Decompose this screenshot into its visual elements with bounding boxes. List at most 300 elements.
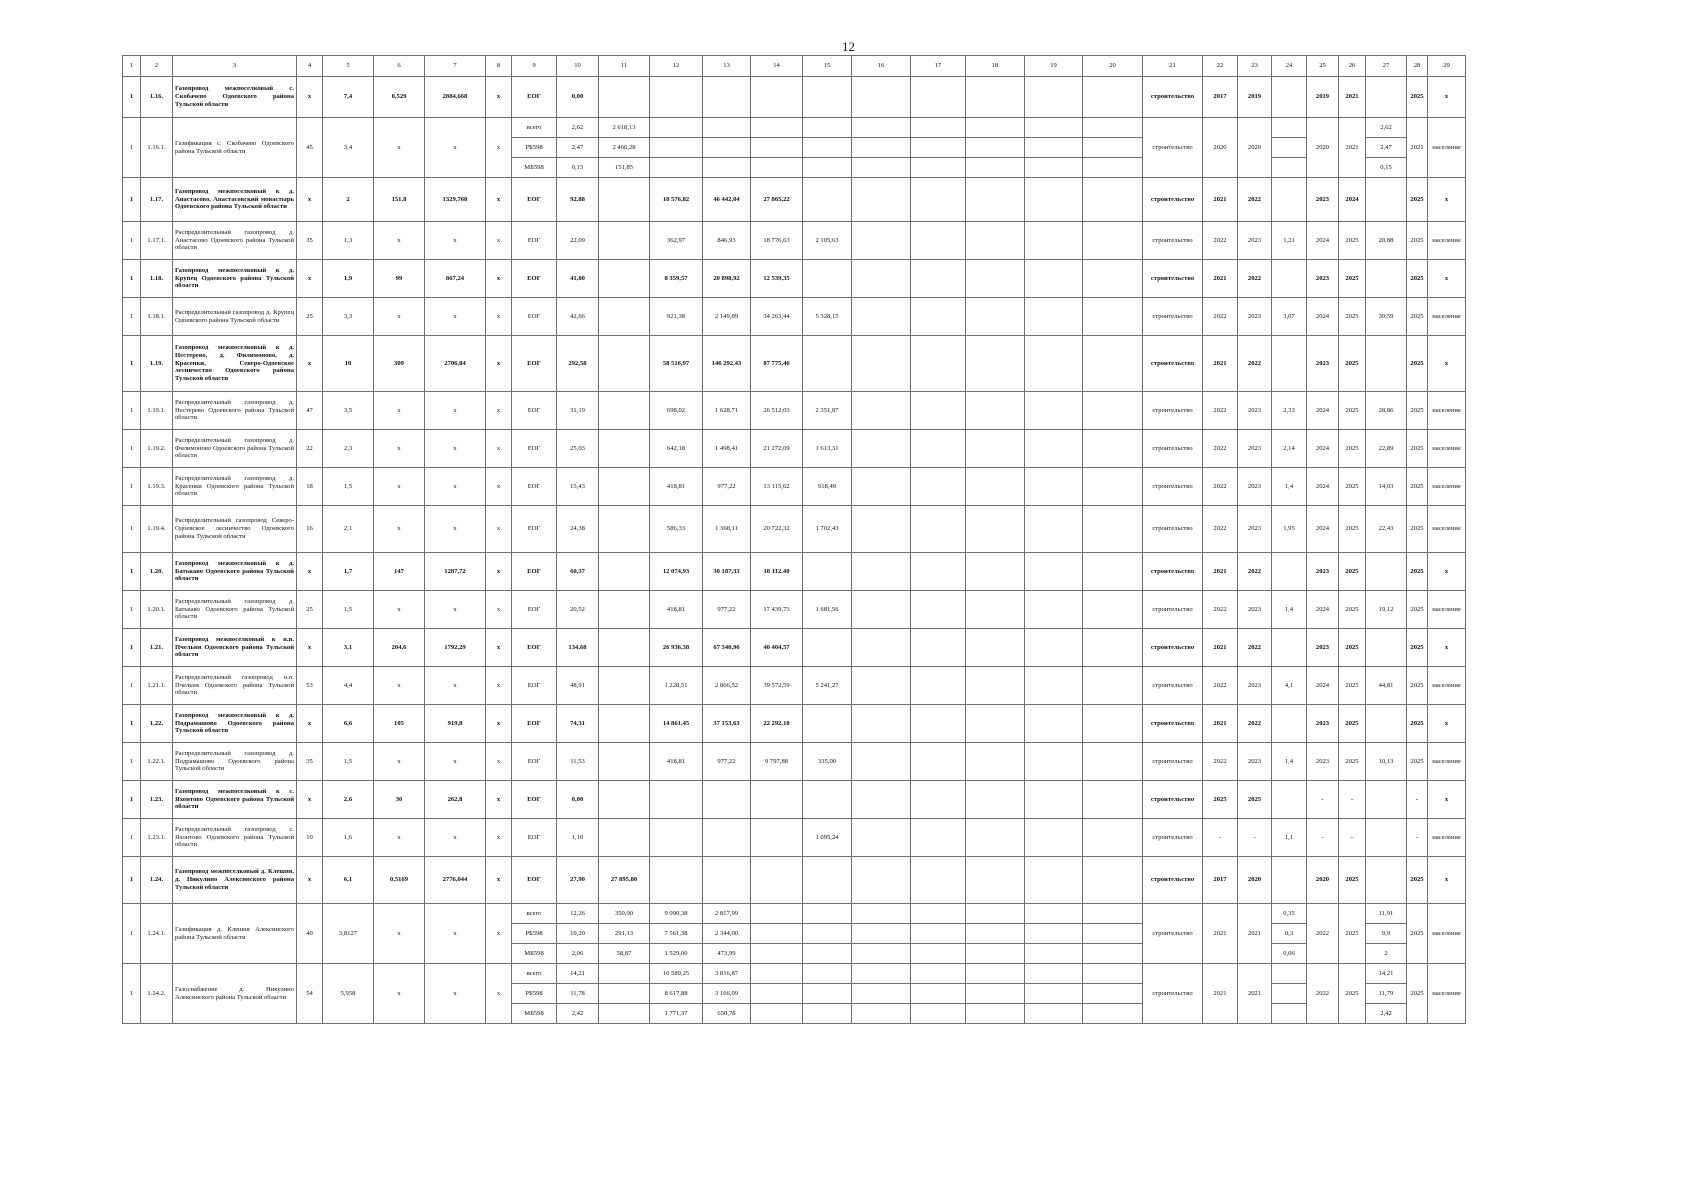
table-cell [852,667,911,705]
table-cell [1083,468,1143,506]
table-cell: х [1428,77,1466,118]
object-name-cell: Газопровод межпоселковый к д. Нестерево, д. Филимоново, д. Красенки, Северо-Одоевское лесничество Одоевского района Тульской области [173,336,297,392]
table-cell: 1,95 [1272,506,1307,553]
table-cell: всего [512,964,557,984]
table-cell: 2024 [1307,392,1339,430]
table-cell: х [486,222,512,260]
table-cell: 2024 [1339,178,1366,222]
column-number: 8 [486,56,512,77]
table-cell: 54 [297,964,323,1024]
column-number: 21 [1143,56,1203,77]
table-cell: 1.19.2. [141,430,173,468]
table-cell: 92,88 [557,178,599,222]
table-cell [751,984,803,1004]
object-name-cell: Газификация с. Скобачево Одоевского района Тульской области [173,118,297,178]
table-cell: х [297,857,323,904]
table-cell: - [1203,819,1238,857]
table-cell [852,178,911,222]
table-cell: - [1339,781,1366,819]
table-cell: 34 263,44 [751,298,803,336]
table-cell: 2025 [1339,553,1366,591]
table-cell: х [1428,781,1466,819]
table-cell: 1 095,24 [803,819,852,857]
object-name-cell: Газопровод межпоселковый к д. Крупец Одоевского района Тульской области [173,260,297,298]
table-cell: население [1428,118,1466,178]
table-cell: строительство [1143,857,1203,904]
table-cell: 44,81 [1366,667,1407,705]
table-cell: 2,33 [1272,392,1307,430]
table-cell: х [374,298,425,336]
column-number: 11 [599,56,650,77]
table-cell: 2023 [1238,591,1272,629]
table-cell: 2021 [1203,178,1238,222]
table-cell: 1.22. [141,705,173,743]
table-cell [1083,430,1143,468]
table-cell [1083,629,1143,667]
table-cell [911,944,966,964]
table-cell: 2021 [1203,336,1238,392]
table-cell [1025,138,1083,158]
table-cell: 22 [297,430,323,468]
table-cell: 1 498,41 [703,430,751,468]
table-cell [803,260,852,298]
table-cell: 1.16. [141,77,173,118]
table-cell: 1.23.1. [141,819,173,857]
table-row [123,178,1466,222]
table-cell: 2021 [1407,118,1428,178]
table-cell [911,138,966,158]
column-number: 12 [650,56,703,77]
table-cell: 8 359,57 [650,260,703,298]
table-cell: 2025 [1407,298,1428,336]
table-cell: 41,80 [557,260,599,298]
table-cell: строительство [1143,705,1203,743]
table-cell: 18 [297,468,323,506]
table-cell [911,924,966,944]
column-number: 1 [123,56,141,77]
table-cell: 2 [323,178,374,222]
table-cell [911,77,966,118]
object-name-cell: Газоснабжение д. Никулино Алексинского района Тульской области [173,964,297,1024]
column-number: 24 [1272,56,1307,77]
table-cell [852,1004,911,1024]
table-cell: 2022 [1203,468,1238,506]
table-cell: 1.21. [141,629,173,667]
table-cell [599,468,650,506]
table-cell: 35 [297,743,323,781]
table-cell: 2020 [1238,118,1272,178]
table-cell: 39 572,59 [751,667,803,705]
table-cell: строительство [1143,591,1203,629]
table-cell: 1,4 [1272,591,1307,629]
table-cell: 16 [297,506,323,553]
table-cell [803,964,852,984]
table-cell: 1 [123,781,141,819]
table-cell [852,984,911,1004]
table-cell: строительство [1143,118,1203,178]
table-cell [852,392,911,430]
table-cell: х [297,553,323,591]
table-cell [1272,178,1307,222]
table-cell: х [486,591,512,629]
table-cell: 2022 [1203,222,1238,260]
table-cell: 1.20. [141,553,173,591]
table-cell [751,1004,803,1024]
table-cell: 1 681,56 [803,591,852,629]
table-cell [911,260,966,298]
table-cell: 9 797,88 [751,743,803,781]
table-cell [803,924,852,944]
table-cell: х [297,178,323,222]
table-cell: 2,6 [323,781,374,819]
table-cell [751,138,803,158]
table-cell [966,629,1025,667]
table-cell: 22,89 [1366,430,1407,468]
table-cell: МБ598 [512,1004,557,1024]
table-cell [599,392,650,430]
table-cell [599,430,650,468]
table-cell: 204,6 [374,629,425,667]
table-cell: 3,4 [323,118,374,178]
table-cell [1083,667,1143,705]
table-cell: х [425,118,486,178]
table-cell [1025,629,1083,667]
table-cell: 20 898,92 [703,260,751,298]
table-cell: 24,38 [557,506,599,553]
table-cell: 2 817,99 [703,904,751,924]
table-cell [1272,138,1307,158]
table-cell: 2 344,00 [703,924,751,944]
table-cell [803,336,852,392]
header-row [123,56,1466,77]
table-cell [1025,158,1083,178]
table-cell [966,667,1025,705]
table-cell [599,77,650,118]
table-cell: 7 561,38 [650,924,703,944]
table-cell [1025,392,1083,430]
table-row [123,336,1466,392]
column-number: 10 [557,56,599,77]
table-cell: 2,14 [1272,430,1307,468]
table-cell: х [425,667,486,705]
table-cell: 13 115,62 [751,468,803,506]
table-cell: 2025 [1407,222,1428,260]
table-cell: х [486,77,512,118]
table-cell: 12 074,93 [650,553,703,591]
table-cell: 2024 [1307,222,1339,260]
table-cell: всего [512,904,557,924]
table-cell: 4,4 [323,667,374,705]
table-cell [1083,1004,1143,1024]
table-cell [966,468,1025,506]
table-cell [852,468,911,506]
table-cell: х [486,705,512,743]
table-cell: население [1428,222,1466,260]
table-cell [966,904,1025,924]
table-cell: 2025 [1339,506,1366,553]
table-cell: строительство [1143,667,1203,705]
table-cell: 2025 [1339,222,1366,260]
table-cell: 1.20.1. [141,591,173,629]
table-cell: 1,5 [323,743,374,781]
table-cell: 2,42 [1366,1004,1407,1024]
table-cell: 12 539,35 [751,260,803,298]
table-cell [1025,178,1083,222]
table-cell [1083,178,1143,222]
table-cell: 1 [123,553,141,591]
table-cell: 1.24.2. [141,964,173,1024]
table-cell [852,430,911,468]
table-cell: ЕОГ [512,178,557,222]
column-number: 29 [1428,56,1466,77]
table-cell: 4,1 [1272,667,1307,705]
table-cell [966,118,1025,138]
table-cell [803,138,852,158]
table-cell: 0,00 [557,781,599,819]
table-cell: 2024 [1307,667,1339,705]
table-cell [1025,667,1083,705]
table-cell [1025,743,1083,781]
table-cell: строительство [1143,781,1203,819]
table-cell: 1.19. [141,336,173,392]
table-cell: 3 816,87 [703,964,751,984]
table-cell: х [297,705,323,743]
table-cell: население [1428,819,1466,857]
table-cell: 350,00 [599,904,650,924]
table-cell [966,506,1025,553]
table-cell: х [425,964,486,1024]
column-number: 15 [803,56,852,77]
table-cell: 291,13 [599,924,650,944]
table-cell: - [1307,781,1339,819]
table-cell: - [1238,819,1272,857]
table-cell [1025,118,1083,138]
table-cell: 977,22 [703,468,751,506]
table-cell: 2025 [1407,430,1428,468]
table-cell: 37 153,63 [703,705,751,743]
table-cell [1366,819,1407,857]
table-cell: ЕОГ [512,819,557,857]
table-cell: 31,19 [557,392,599,430]
table-cell [1025,336,1083,392]
table-cell [966,298,1025,336]
table-cell: ЕОГ [512,667,557,705]
table-cell: 2022 [1203,392,1238,430]
table-cell: 3,5 [323,392,374,430]
table-cell: 1 613,31 [803,430,852,468]
table-row [123,743,1466,781]
table-cell: 14 861,45 [650,705,703,743]
table-cell: 2025 [1339,705,1366,743]
table-cell: 87 775,46 [751,336,803,392]
page-number: 12 [842,39,855,54]
table-cell: х [425,468,486,506]
table-cell [599,781,650,819]
table-cell [852,743,911,781]
table-cell: 2 466,28 [599,138,650,158]
table-cell [911,298,966,336]
table-cell: 12,26 [557,904,599,924]
object-name-cell: Распределительный газопровод д. Филимоново Одоевского района Тульской области [173,430,297,468]
table-cell [852,553,911,591]
object-name-cell: Распределительный газопровод с. Яхонтово Одоевского района Тульской области [173,819,297,857]
table-cell: ЕОГ [512,591,557,629]
table-cell: 2025 [1339,298,1366,336]
table-cell: 1.18.1. [141,298,173,336]
table-cell [911,984,966,1004]
table-cell: ЕОГ [512,222,557,260]
table-cell: х [1428,336,1466,392]
table-cell [751,781,803,819]
table-cell: 1.21.1. [141,667,173,705]
table-cell [751,964,803,984]
table-cell: х [486,553,512,591]
table-cell: 2025 [1407,743,1428,781]
table-cell: ЕОГ [512,705,557,743]
table-cell: 1.17. [141,178,173,222]
table-cell: 2025 [1339,336,1366,392]
table-cell [703,857,751,904]
table-cell: 2023 [1238,430,1272,468]
table-cell: 1,5 [323,468,374,506]
table-cell: 19,12 [1366,591,1407,629]
table-cell: 586,33 [650,506,703,553]
table-cell: 1.23. [141,781,173,819]
table-cell [852,591,911,629]
table-cell [1083,260,1143,298]
table-cell: 1.19.4. [141,506,173,553]
table-cell: 2022 [1238,260,1272,298]
table-cell [599,984,650,1004]
table-cell: х [486,260,512,298]
table-cell: 2022 [1238,336,1272,392]
table-cell: 18 776,63 [751,222,803,260]
table-cell: 1287,72 [425,553,486,591]
column-number: 22 [1203,56,1238,77]
table-cell: ЕОГ [512,857,557,904]
table-cell: строительство [1143,743,1203,781]
table-cell [1025,468,1083,506]
table-cell: 151,8 [374,178,425,222]
table-cell [703,138,751,158]
table-cell: 18 112,40 [751,553,803,591]
table-cell: 21 272,09 [751,430,803,468]
table-cell: 2017 [1203,77,1238,118]
table-cell [1083,924,1143,944]
table-cell: 0,06 [1272,944,1307,964]
table-cell: х [297,781,323,819]
table-cell: 2,62 [557,118,599,138]
table-cell: - [1339,819,1366,857]
table-cell [911,591,966,629]
table-cell: население [1428,298,1466,336]
table-cell: 2025 [1203,781,1238,819]
table-cell: 2023 [1238,298,1272,336]
table-row [123,506,1466,553]
table-cell: 14,21 [557,964,599,984]
table-cell: х [425,743,486,781]
table-cell: 2706,84 [425,336,486,392]
table-cell [911,392,966,430]
table-cell [1025,857,1083,904]
table-cell: 2023 [1307,629,1339,667]
table-row [123,468,1466,506]
table-cell [911,430,966,468]
table-row [123,553,1466,591]
table-cell: ЕОГ [512,260,557,298]
table-cell: х [374,904,425,964]
table-cell: 2022 [1203,430,1238,468]
table-cell: 2025 [1407,904,1428,964]
table-cell: МБ598 [512,944,557,964]
table-cell: х [486,743,512,781]
table-cell: 2024 [1307,468,1339,506]
table-cell: х [486,392,512,430]
table-cell [1083,118,1143,138]
table-cell [703,77,751,118]
table-cell [1366,705,1407,743]
table-cell: 2022 [1307,964,1339,1024]
table-cell [803,904,852,924]
table-cell: 6,1 [323,857,374,904]
table-cell: 7,4 [323,77,374,118]
table-cell: х [425,904,486,964]
table-cell [1083,743,1143,781]
table-cell: 2024 [1307,430,1339,468]
table-cell: 3,07 [1272,298,1307,336]
table-cell: 418,81 [650,591,703,629]
table-cell: 22 292,18 [751,705,803,743]
table-cell [966,705,1025,743]
table-cell: 1 529,00 [650,944,703,964]
table-cell [751,904,803,924]
column-number: 26 [1339,56,1366,77]
table-cell: население [1428,430,1466,468]
table-cell: 2019 [1238,77,1272,118]
table-cell: 0,5169 [374,857,425,904]
table-cell: 40 404,57 [751,629,803,667]
table-cell: х [374,222,425,260]
table-cell: 1.24. [141,857,173,904]
table-cell: - [1407,819,1428,857]
object-name-cell: Распределительный газопровод н.п. Пчельня Одоевского района Тульской области [173,667,297,705]
table-cell: 2025 [1407,336,1428,392]
table-cell: ЕОГ [512,743,557,781]
table-row [123,705,1466,743]
table-cell: РБ598 [512,924,557,944]
table-cell: х [486,430,512,468]
table-cell: х [297,336,323,392]
table-cell: 2022 [1238,705,1272,743]
table-cell: х [486,336,512,392]
table-cell: 2025 [1407,964,1428,1024]
table-cell: строительство [1143,629,1203,667]
table-cell: 2022 [1203,667,1238,705]
table-cell: ЕОГ [512,781,557,819]
table-cell: х [425,591,486,629]
table-cell: 1 [123,743,141,781]
column-number: 2 [141,56,173,77]
table-cell: 2025 [1339,629,1366,667]
table-cell [803,158,852,178]
table-cell: 1 368,11 [703,506,751,553]
object-name-cell: Газификация д. Клешня Алексинского района Тульской области [173,904,297,964]
table-row [123,222,1466,260]
table-cell: 1.22.1. [141,743,173,781]
table-cell: 2,62 [1366,118,1407,138]
table-row [123,118,1466,138]
table-cell [599,667,650,705]
